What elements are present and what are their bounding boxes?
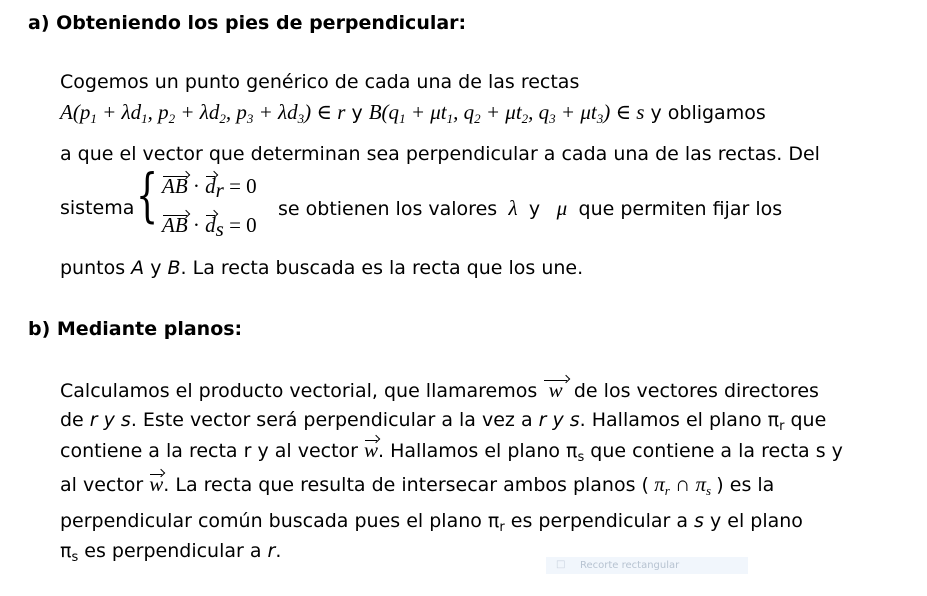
text: . (275, 540, 282, 562)
point-a-label: A (131, 257, 145, 279)
section-b-line-1 (60, 378, 819, 403)
lambda-symbol: λ (503, 196, 523, 220)
section-b-line-5 (60, 509, 803, 533)
text: es perpendicular a (504, 510, 695, 532)
section-a-heading: a) Obteniendo los pies de perpendicular: (28, 12, 467, 34)
section-b-line-2 (60, 408, 826, 432)
system-equation-2: AB · $d_s = 0$ (162, 213, 257, 241)
section-a-line-3: a que el vector que determinan sea perpendicular a cada una de las rectas. Del (60, 143, 820, 165)
subscript: r (499, 520, 505, 535)
section-b-heading: b) Mediante planos: (28, 318, 243, 340)
text: . Hallamos el plano π (378, 440, 578, 462)
text: r y s (89, 409, 131, 431)
point-a-formula: $A(p_1 + \lambda d_1$, $p_2 + \lambda d_2$, $p_3 + \lambda d_3$) ∈ r (60, 100, 346, 126)
snip-tooltip-label: Recorte rectangular (580, 560, 680, 571)
text: es perpendicular a (78, 540, 268, 562)
text: y el plano (703, 510, 803, 532)
text: puntos (60, 257, 132, 279)
text: . La recta buscada es la recta que los une. (180, 257, 584, 279)
section-b-line-4 (60, 472, 774, 497)
subscript: s (577, 450, 585, 465)
text: . Hallamos el plano π (579, 409, 780, 431)
text: contiene a la recta r y al vector (60, 440, 358, 462)
text: perpendicular común buscada pues el plano π (60, 510, 500, 532)
text: Calculamos el producto vectorial, que llamaremos (60, 380, 538, 402)
subscript: s (71, 550, 79, 565)
text: que contiene a la recta s y (584, 440, 843, 462)
text: r (267, 540, 276, 562)
se-obtienen-text: se obtienen los valores (278, 198, 498, 220)
sistema-label: sistema (60, 197, 135, 219)
vector-w: w (543, 378, 568, 402)
text: al vector (60, 474, 144, 496)
section-a-line-4 (278, 196, 782, 221)
conjunction-y-2: y (528, 198, 541, 220)
text: ) es la (716, 474, 775, 496)
section-b-line-6 (60, 539, 281, 563)
obligamos-text: y obligamos (650, 102, 766, 124)
text: que (784, 409, 827, 431)
text: de (60, 409, 90, 431)
system-brace: { (136, 161, 159, 229)
mu-symbol: μ (546, 196, 573, 220)
que-permiten-text: que permiten fijar los (578, 198, 783, 220)
section-a-line-2 (60, 100, 766, 125)
text: . La recta que resulta de intersecar ambos planos ( (163, 474, 649, 496)
conjunction-y: y (351, 102, 363, 124)
text: r y s (538, 409, 580, 431)
text: . Este vector será perpendicular a la vez a (130, 409, 539, 431)
snip-tooltip[interactable] (546, 557, 748, 574)
system-equation-1: AB · $d_r = 0$ (162, 174, 257, 202)
text: s (694, 510, 704, 532)
vector-w: w (149, 472, 164, 496)
section-b-line-3 (60, 438, 843, 463)
text: de los vectores directores (573, 380, 819, 402)
point-b-label: B (167, 257, 181, 279)
section-a-line-1: Cogemos un punto genérico de cada una de las rectas (60, 71, 580, 93)
vector-w: w (364, 438, 379, 462)
subscript: r (779, 419, 785, 434)
text: y (144, 257, 168, 279)
section-a-line-5 (60, 256, 583, 280)
text: π (60, 540, 72, 562)
point-b-formula: $B(q_1 + \mu t_1$, $q_2 + \mu t_2$, $q_3 + \mu t_3$) ∈ s (368, 100, 645, 126)
planes-intersection: $\pi_r$ ∩ $\pi_s$ (648, 472, 712, 498)
